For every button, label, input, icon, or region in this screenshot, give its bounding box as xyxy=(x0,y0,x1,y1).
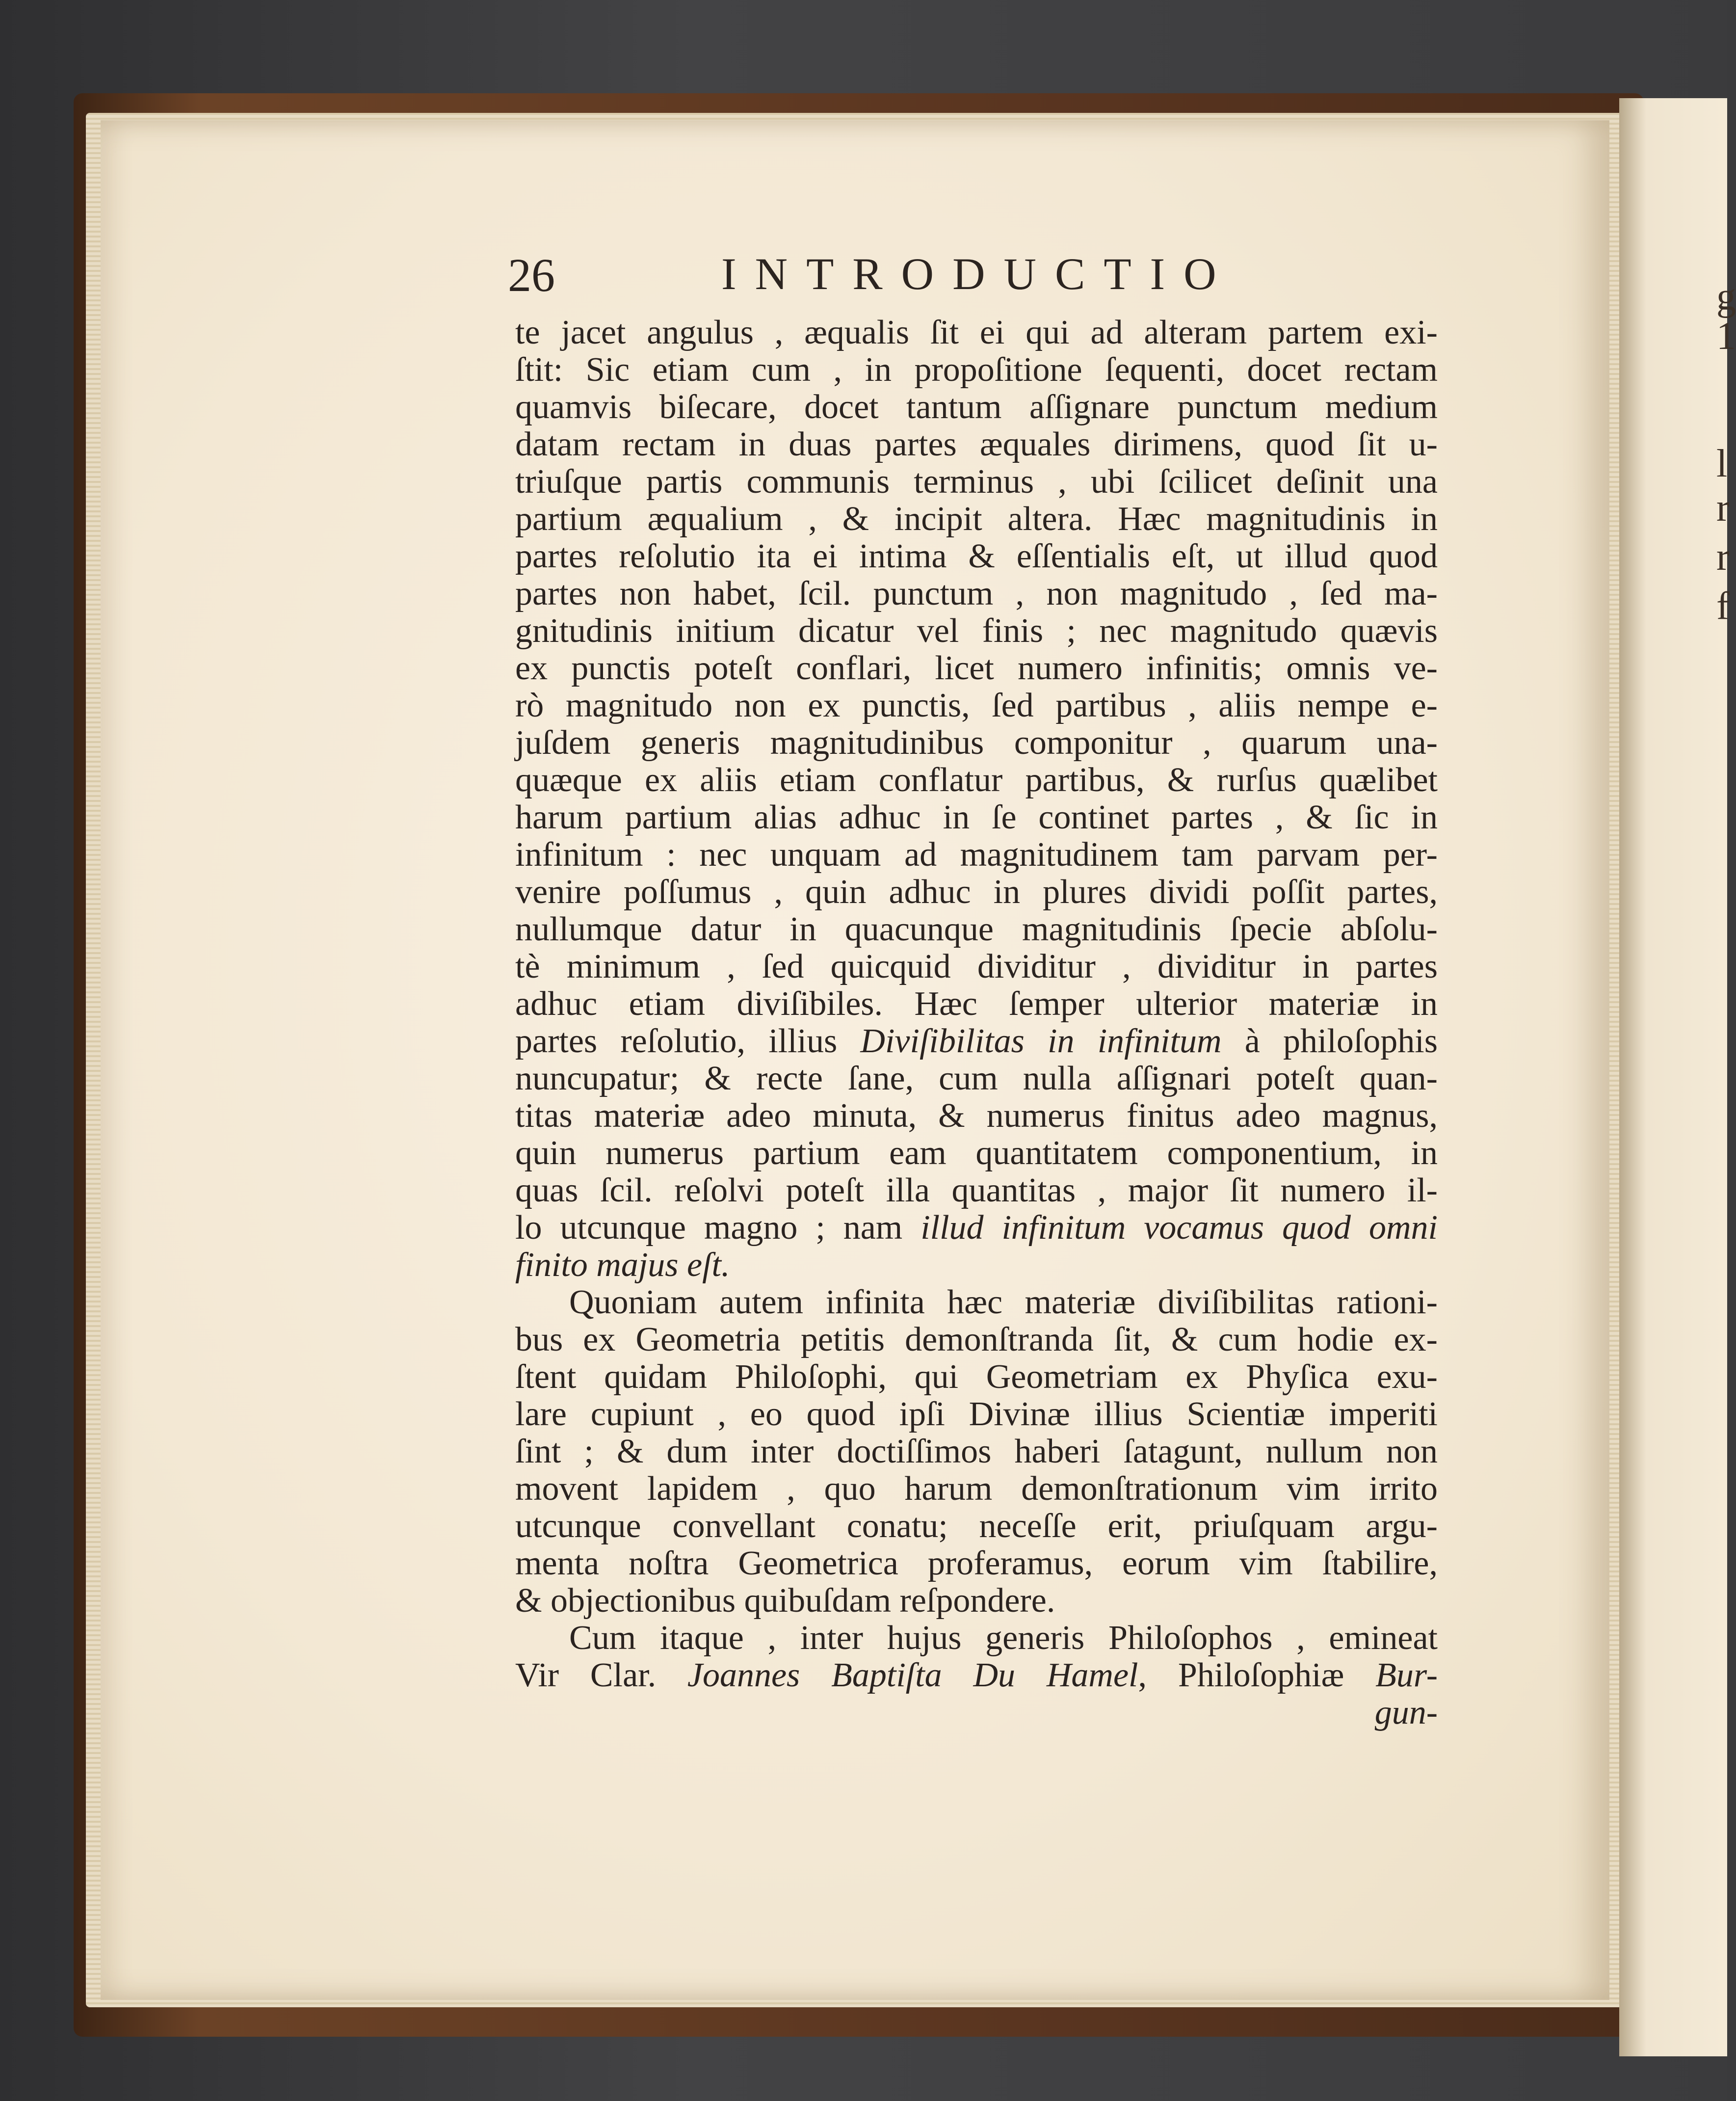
facing-page-letter: f xyxy=(1716,585,1730,628)
text-span: Cum itaque , inter hujus generis Philoſophos , emineat xyxy=(569,1619,1438,1657)
text-line xyxy=(515,612,1438,650)
text-line xyxy=(515,538,1438,575)
text-line xyxy=(515,1060,1438,1097)
text-span: datam rectam in duas partes æquales dirimens, quod ſit u- xyxy=(515,426,1438,463)
italic-text: Joannes Baptiſta Du Hamel xyxy=(687,1656,1138,1694)
text-span: ſint ; & dum inter doctiſſimos haberi ſatagunt, nullum non xyxy=(515,1433,1438,1470)
text-line xyxy=(515,687,1438,724)
text-span: partes reſolutio, illius xyxy=(515,1022,861,1060)
italic-text: Diviſibilitas in infinitum xyxy=(860,1022,1222,1060)
text-line xyxy=(515,985,1438,1023)
running-head-title: INTRODUCTIO xyxy=(721,249,1235,299)
text-span: rò magnitudo non ex punctis, ſed partibus , aliis nempe e- xyxy=(515,687,1438,724)
text-span: bus ex Geometria petitis demonſtranda ſit, & cum hodie ex- xyxy=(515,1321,1438,1358)
text-span: , Philoſophiæ xyxy=(1138,1656,1376,1694)
text-line xyxy=(515,836,1438,874)
text-span: nuncupatur; & recte ſane, cum nulla aſſignari poteſt quan- xyxy=(515,1060,1438,1097)
text-span: partes non habet, ſcil. punctum , non magnitudo , ſed ma- xyxy=(515,575,1438,612)
text-line xyxy=(515,911,1438,948)
text-line xyxy=(515,1097,1438,1135)
text-line xyxy=(515,650,1438,687)
text-span: te jacet angulus , æqualis ſit ei qui ad alteram partem exi- xyxy=(515,314,1438,351)
text-line xyxy=(515,1508,1438,1545)
text-span: partium æqualium , & incipit altera. Hæc magnitudinis in xyxy=(515,500,1438,538)
facing-page xyxy=(1619,98,1727,2056)
text-span: ſtit: Sic etiam cum , in propoſitione ſequenti, docet rectam xyxy=(515,351,1438,389)
facing-page-letter: r xyxy=(1716,486,1730,530)
text-line xyxy=(515,463,1438,501)
text-line xyxy=(515,426,1438,463)
text-span: tè minimum , ſed quicquid dividitur , dividitur in partes xyxy=(515,948,1438,985)
text-line xyxy=(515,501,1438,538)
text-span: quin numerus partium eam quantitatem componentium, in xyxy=(515,1134,1438,1172)
text-span: venire poſſumus , quin adhuc in plures dividi poſſit partes, xyxy=(515,873,1438,911)
text-span: titas materiæ adeo minuta, & numerus finitus adeo magnus, xyxy=(515,1097,1438,1135)
text-line xyxy=(515,874,1438,911)
text-line xyxy=(515,1023,1438,1060)
body-text xyxy=(515,314,1438,1731)
italic-text: gun- xyxy=(1374,1694,1438,1731)
text-line xyxy=(515,389,1438,426)
text-line xyxy=(515,799,1438,836)
text-line xyxy=(515,948,1438,985)
text-span: movent lapidem , quo harum demonſtrationum vim irrito xyxy=(515,1470,1438,1508)
text-line xyxy=(515,1620,1438,1657)
text-line xyxy=(515,1135,1438,1172)
text-span: triuſque partis communis terminus , ubi ſcilicet deſinit una xyxy=(515,463,1438,501)
italic-text: illud infinitum vocamus quod omni xyxy=(921,1209,1438,1247)
text-line xyxy=(515,1545,1438,1582)
text-span: harum partium alias adhuc in ſe continet partes , & ſic in xyxy=(515,798,1438,836)
text-span: lare cupiunt , eo quod ipſi Divinæ illius Scientiæ imperiti xyxy=(515,1395,1438,1433)
text-span: menta noſtra Geometrica proferamus, eorum vim ſtabilire, xyxy=(515,1544,1438,1582)
text-line xyxy=(515,1396,1438,1433)
text-span: & objectionibus quibuſdam reſpondere. xyxy=(515,1582,1055,1620)
facing-page-letter: r xyxy=(1716,535,1730,579)
text-line xyxy=(515,314,1438,351)
text-span: gnitudinis initium dicatur vel finis ; nec magnitudo quævis xyxy=(515,612,1438,650)
facing-page-letter: g xyxy=(1716,275,1736,319)
facing-page-letter: 1 xyxy=(1716,315,1736,358)
text-line xyxy=(515,1358,1438,1396)
text-line xyxy=(515,1694,1438,1731)
text-line xyxy=(515,1470,1438,1508)
text-line xyxy=(515,1247,1438,1284)
text-span: quæque ex aliis etiam conflatur partibus, & rurſus quælibet xyxy=(515,761,1438,799)
text-span: quas ſcil. reſolvi poteſt illa quantitas , major ſit numero il- xyxy=(515,1171,1438,1209)
facing-page-letter: l xyxy=(1716,442,1728,485)
text-line xyxy=(515,575,1438,612)
text-span: quamvis biſecare, docet tantum aſſignare punctum medium xyxy=(515,388,1438,426)
text-line xyxy=(515,351,1438,389)
italic-text: finito majus eſt. xyxy=(515,1246,730,1284)
text-span: juſdem generis magnitudinibus componitur , quarum una- xyxy=(515,724,1438,762)
text-line xyxy=(515,1209,1438,1247)
text-line xyxy=(515,1321,1438,1358)
text-line xyxy=(515,1284,1438,1321)
text-span: lo utcunque magno ; nam xyxy=(515,1209,921,1247)
text-span: partes reſolutio ita ei intima & eſſentialis eſt, ut illud quod xyxy=(515,537,1438,575)
page-number: 26 xyxy=(508,249,555,301)
text-line xyxy=(515,762,1438,799)
text-line xyxy=(515,724,1438,762)
text-span: Quoniam autem infinita hæc materiæ diviſibilitas rationi- xyxy=(569,1283,1438,1321)
text-span: nullumque datur in quacunque magnitudinis ſpecie abſolu- xyxy=(515,910,1438,948)
running-head xyxy=(508,248,1470,307)
text-span: utcunque convellant conatu; neceſſe erit, priuſquam argu- xyxy=(515,1507,1438,1545)
text-line xyxy=(515,1433,1438,1470)
text-span: infinitum : nec unquam ad magnitudinem tam parvam per- xyxy=(515,836,1438,874)
text-span: ex punctis poteſt conflari, licet numero infinitis; omnis ve- xyxy=(515,649,1438,687)
text-line xyxy=(515,1172,1438,1209)
text-span: à philoſophis xyxy=(1221,1022,1438,1060)
italic-text: Bur- xyxy=(1375,1656,1438,1694)
text-line xyxy=(515,1657,1438,1694)
text-span: adhuc etiam diviſibiles. Hæc ſemper ulterior materiæ in xyxy=(515,985,1438,1023)
text-line xyxy=(515,1582,1438,1620)
text-span: ſtent quidam Philoſophi, qui Geometriam ex Phyſica exu- xyxy=(515,1358,1438,1396)
text-span: Vir Clar. xyxy=(515,1656,687,1694)
